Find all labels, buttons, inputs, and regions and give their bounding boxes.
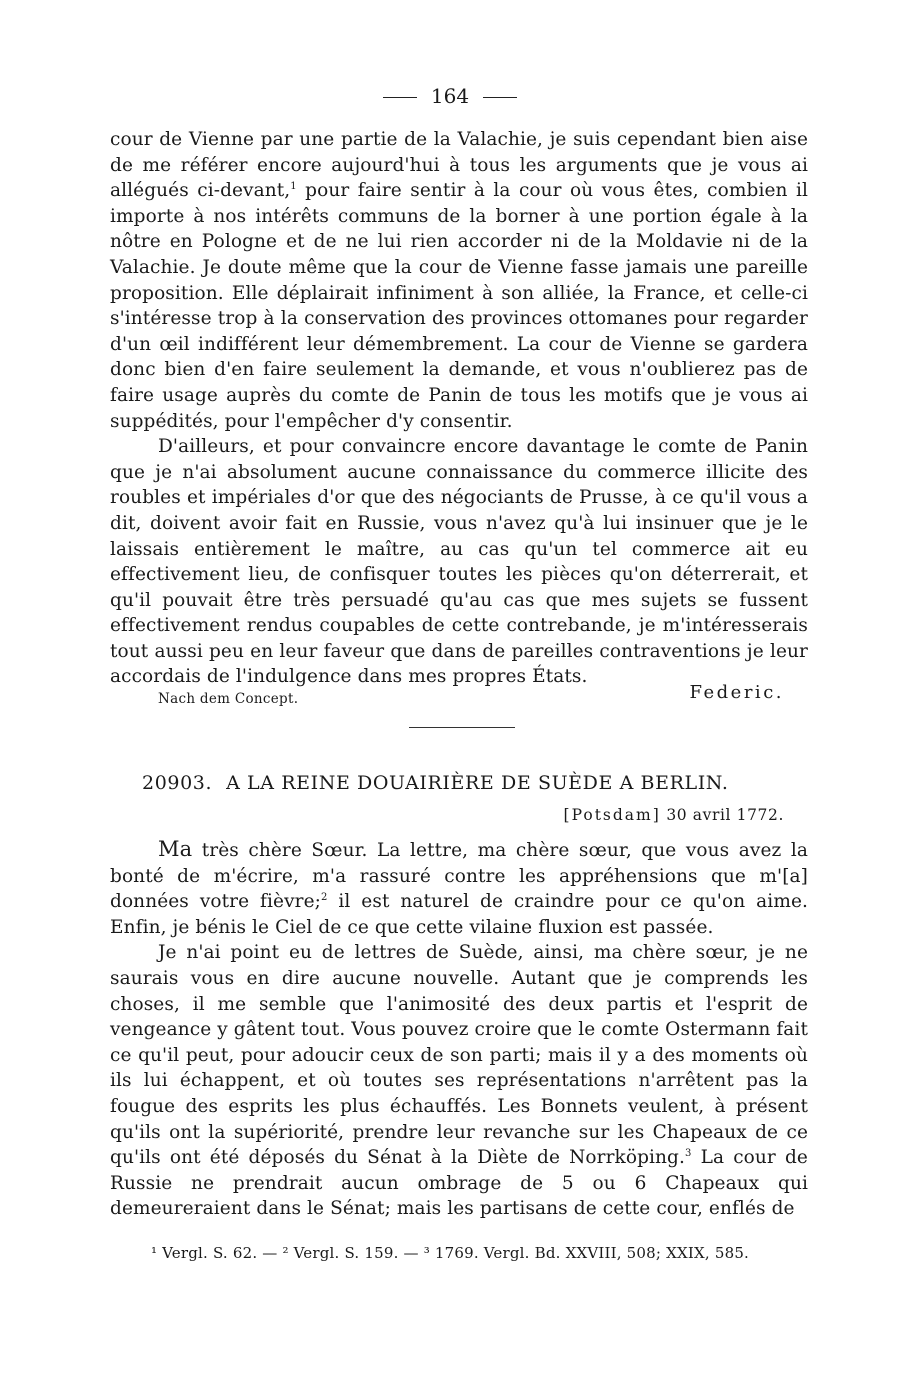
- section-divider: [409, 727, 515, 728]
- letter-title: A LA REINE DOUAIRIÈRE DE SUÈDE A BERLIN.: [226, 772, 729, 794]
- source-note: Nach dem Concept.: [158, 691, 299, 707]
- previous-letter-text: [110, 127, 808, 690]
- page-number-text: 164: [430, 84, 470, 108]
- footnote-marker: 2: [320, 892, 328, 904]
- paragraph: D'ailleurs, et pour convaincre encore davantage le comte de Panin que je n'ai absolument aucune connaissance du commerce illicite des roubles et impériales d'or que des négociants de Prusse, à ce qu'il vous a dit, doivent avoir fait en Russie, vous n'avez qu'à lui insinuer que je le laissais entièrement le maître, au cas qu'un tel commerce ait eu effectivement lieu, de confisquer toutes les pièces qu'on déterrerait, et qu'il pouvait être très persuadé qu'au cas que mes sujets se fussent effectivement rendus coupables de cette contrebande, je m'intéresserais tout aussi peu en leur faveur que dans de pareilles contraventions je leur accordais de l'indulgence dans mes propres États.: [110, 436, 808, 688]
- footnote-marker: 1: [290, 181, 297, 193]
- page-number: [0, 82, 900, 110]
- salutation: Ma: [158, 837, 193, 861]
- closing-row: [110, 680, 808, 710]
- letter-heading: [142, 772, 822, 794]
- signature: Federic.: [689, 682, 784, 703]
- footnote-marker: 3: [684, 1148, 692, 1160]
- paragraph: Ma très chère Sœur. La lettre, ma chère sœur, que vous avez la bonté de m'écrire, m'a rassuré contre les appréhensions que m'[a] données votre fièvre;$^2$ il est naturel de craindre pour ce qu'on aime. Enfin, je bénis le Ciel de ce que cette vilaine fluxion est passée.: [110, 837, 808, 938]
- dateline: [564, 806, 784, 824]
- footnotes: ¹ Vergl. S. 62. — ² Vergl. S. 159. — ³ 1769. Vergl. Bd. XXVIII, 508; XXIX, 585.: [150, 1244, 750, 1262]
- place: [Potsdam]: [563, 806, 661, 824]
- paragraph: cour de Vienne par une partie de la Valachie, je suis cependant bien aise de me référer encore aujourd'hui à tous les arguments que je vous ai allégués ci-devant,$^1$ pour faire sentir à la cour où vous êtes, combien il importe à nos intérêts communs de la borner à une portion égale à la nôtre en Pologne et de ne lui rien accorder ni de la Moldavie ni de la Valachie. Je doute même que la cour de Vienne fasse jamais une pareille proposition. Elle déplairait infiniment à son alliée, la France, et celle-ci s'intéresse trop à la conservation des provinces ottomanes pour regarder d'un œil indifférent leur démembrement. La cour de Vienne se gardera donc bien d'en faire seulement la demande, et vous n'oublierez pas de faire usage auprès du comte de Panin de tous les motifs que je vous ai suppédités, pour l'empêcher d'y consentir.: [110, 129, 808, 432]
- letter-number: 20903.: [142, 772, 213, 794]
- left-rule: [383, 97, 417, 98]
- right-rule: [483, 97, 517, 98]
- date: 30 avril 1772.: [660, 806, 784, 824]
- paragraph: Je n'ai point eu de lettres de Suède, ainsi, ma chère sœur, je ne saurais vous en dire aucune nouvelle. Autant que je comprends les choses, il me semble que l'animosité des deux partis et l'esprit de vengeance y gâtent tout. Vous pouvez croire que le comte Ostermann fait ce qu'il peut, pour adoucir ceux de son parti; mais il y a des moments où ils lui échappent, et où toutes ses représentations n'arrêtent pas la fougue des esprits les plus échauffés. Les Bonnets veulent, à présent qu'ils ont la supériorité, prendre leur revanche sur les Chapeaux de ce qu'ils ont été déposés du Sénat à la Diète de Norrköping.$^3$ La cour de Russie ne prendrait aucun ombrage de 5 ou 6 Chapeaux qui demeureraient dans le Sénat; mais les partisans de cette cour, enflés de: [110, 942, 808, 1220]
- letter-text: [110, 837, 808, 1222]
